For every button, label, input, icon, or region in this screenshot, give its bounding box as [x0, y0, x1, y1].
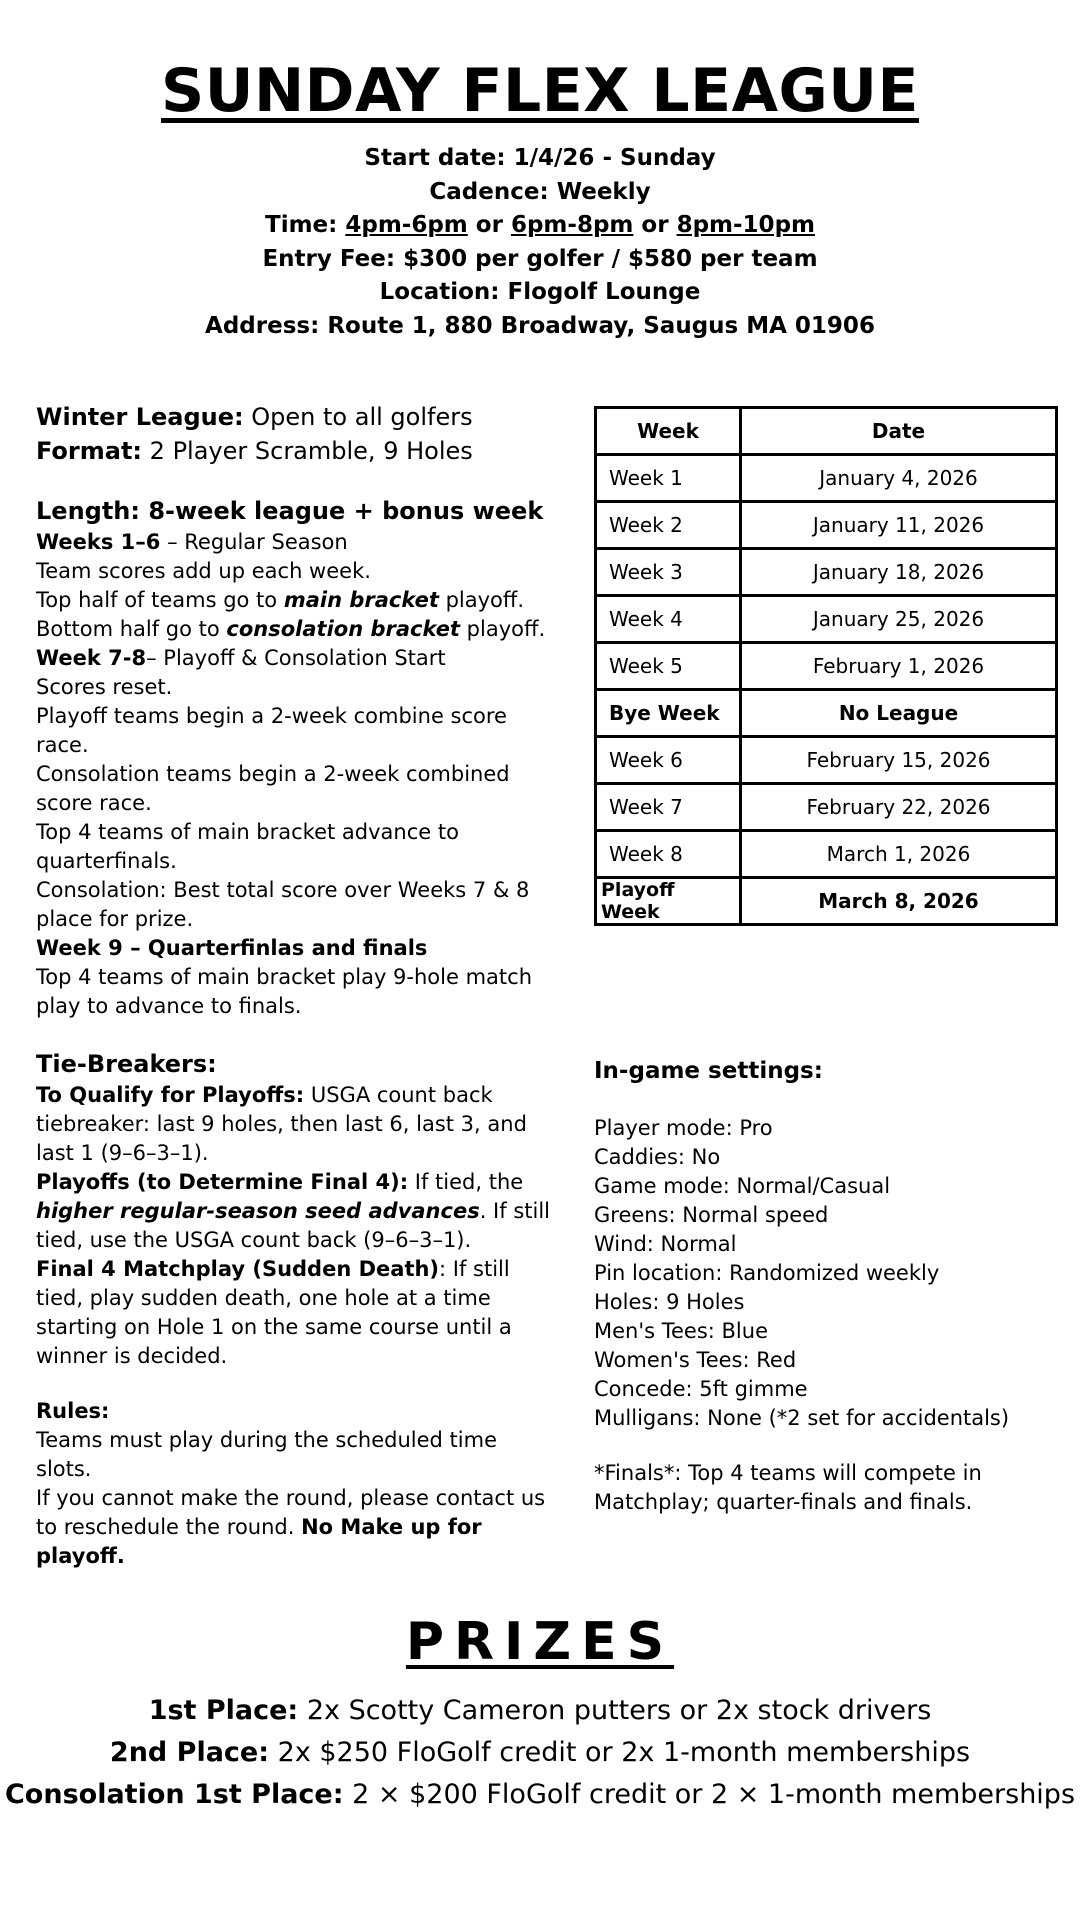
bottom-half-line: Bottom half go to consolation bracket playoff.: [36, 617, 546, 641]
date-cell: January 11, 2026: [741, 502, 1057, 549]
week-9-heading: Week 9 – Quarterfinlas and finals: [36, 936, 428, 960]
first-place-prize: 1st Place: 2x Scotty Cameron putters or 2x stock drivers: [148, 1695, 932, 1726]
week-cell: Week 4: [596, 596, 741, 643]
table-row: [596, 878, 1057, 925]
table-row: [596, 690, 1057, 737]
date-cell: January 4, 2026: [741, 455, 1057, 502]
table-row: [596, 502, 1057, 549]
settings-item: Holes: 9 Holes: [594, 1290, 745, 1314]
week-7-8-line: Week 7-8– Playoff & Consolation Start: [36, 646, 446, 670]
consolation-race-line: Consolation teams begin a 2-week combined score race.: [36, 762, 510, 815]
week-cell: Bye Week: [596, 690, 741, 737]
settings-item: Pin location: Randomized weekly: [594, 1261, 940, 1285]
rules-line-2: If you cannot make the round, please contact us to reschedule the round. No Make up for playoff.: [36, 1486, 546, 1568]
second-place-prize: 2nd Place: 2x $250 FloGolf credit or 2x 1-month memberships: [109, 1737, 971, 1768]
time-slot-1: 4pm-6pm: [345, 212, 468, 238]
week-cell: Week 5: [596, 643, 741, 690]
team-scores-line: Team scores add up each week.: [36, 559, 371, 583]
week-cell: Week 2: [596, 502, 741, 549]
table-row: [596, 455, 1057, 502]
page-title: SUNDAY FLEX LEAGUE: [161, 56, 919, 126]
table-row: [596, 831, 1057, 878]
week-cell: Week 8: [596, 831, 741, 878]
settings-item: Mulligans: None (*2 set for accidentals): [594, 1406, 1010, 1430]
settings-item: Women's Tees: Red: [594, 1348, 797, 1372]
final4-tiebreaker: Final 4 Matchplay (Sudden Death): If still tied, play sudden death, one hole at a time starting on Hole 1 on the same course until a winner is decided.: [36, 1257, 512, 1368]
time-slot-3: 8pm-10pm: [676, 212, 815, 238]
date-column-header: Date: [741, 408, 1057, 455]
week-9-text: Top 4 teams of main bracket play 9-hole match play to advance to finals.: [36, 965, 533, 1018]
prizes-list: [0, 1690, 1080, 1816]
date-cell: No League: [741, 690, 1057, 737]
table-row: [596, 737, 1057, 784]
date-cell: February 15, 2026: [741, 737, 1057, 784]
week-cell: Week 1: [596, 455, 741, 502]
top4-advance-line: Top 4 teams of main bracket advance to quarterfinals.: [36, 820, 459, 873]
rules-line-1: Teams must play during the scheduled time slots.: [36, 1428, 497, 1481]
top-half-line: Top half of teams go to main bracket playoff.: [36, 588, 525, 612]
settings-item: Concede: 5ft gimme: [594, 1377, 808, 1401]
league-details: [0, 142, 1080, 343]
settings-item: Caddies: No: [594, 1145, 721, 1169]
prizes-heading: PRIZES: [405, 1612, 675, 1672]
time-line: Time: 4pm-6pm or 6pm-8pm or 8pm-10pm: [265, 212, 815, 238]
table-row: [596, 549, 1057, 596]
consolation-best-line: Consolation: Best total score over Weeks 7 & 8 place for prize.: [36, 878, 530, 931]
table-header-row: [596, 408, 1057, 455]
date-cell: January 18, 2026: [741, 549, 1057, 596]
date-cell: March 8, 2026: [741, 878, 1057, 925]
playoff-race-line: Playoff teams begin a 2-week combine score race.: [36, 704, 507, 757]
week-cell: Playoff Week: [596, 878, 741, 925]
weeks-1-6-line: Weeks 1–6 – Regular Season: [36, 530, 348, 554]
start-date-line: Start date: 1/4/26 - Sunday: [364, 145, 716, 171]
table-row: [596, 784, 1057, 831]
length-heading: Length: 8-week league + bonus week: [36, 497, 544, 525]
week-cell: Week 7: [596, 784, 741, 831]
location-line: Location: Flogolf Lounge: [379, 279, 701, 305]
winter-league-line: Winter League: Open to all golfers: [36, 403, 473, 431]
schedule-table: [594, 406, 1058, 926]
settings-item: Player mode: Pro: [594, 1116, 773, 1140]
consolation-prize: Consolation 1st Place: 2 × $200 FloGolf credit or 2 × 1-month memberships: [4, 1779, 1076, 1810]
date-cell: February 22, 2026: [741, 784, 1057, 831]
settings-column: [594, 1054, 1054, 1517]
tiebreakers-heading: Tie-Breakers:: [36, 1050, 217, 1078]
time-slot-2: 6pm-8pm: [510, 212, 634, 238]
scores-reset-line: Scores reset.: [36, 675, 173, 699]
date-cell: February 1, 2026: [741, 643, 1057, 690]
format-line: Format: 2 Player Scramble, 9 Holes: [36, 437, 473, 465]
settings-heading: In-game settings:: [594, 1058, 823, 1084]
week-cell: Week 6: [596, 737, 741, 784]
rules-heading: Rules:: [36, 1399, 110, 1423]
settings-item: Men's Tees: Blue: [594, 1319, 768, 1343]
week-column-header: Week: [596, 408, 741, 455]
date-cell: March 1, 2026: [741, 831, 1057, 878]
finals-note: *Finals*: Top 4 teams will compete in Matchplay; quarter-finals and finals.: [594, 1461, 982, 1514]
entry-fee-line: Entry Fee: $300 per golfer / $580 per team: [262, 245, 818, 272]
league-info-column: [36, 400, 556, 1571]
address-line: Address: Route 1, 880 Broadway, Saugus MA 01906: [205, 312, 875, 339]
settings-item: Game mode: Normal/Casual: [594, 1174, 891, 1198]
settings-item: Wind: Normal: [594, 1232, 737, 1256]
table-row: [596, 643, 1057, 690]
week-cell: Week 3: [596, 549, 741, 596]
settings-item: Greens: Normal speed: [594, 1203, 829, 1227]
date-cell: January 25, 2026: [741, 596, 1057, 643]
table-row: [596, 596, 1057, 643]
playoffs-tiebreaker: Playoffs (to Determine Final 4): If tied, the higher regular-season seed advances. If still tied, use the USGA count back (9–6–3–1).: [36, 1170, 550, 1252]
cadence-line: Cadence: Weekly: [429, 178, 651, 205]
qualify-tiebreaker: To Qualify for Playoffs: USGA count back tiebreaker: last 9 holes, then last 6, last 3, and last 1 (9–6–3–1).: [36, 1083, 527, 1165]
